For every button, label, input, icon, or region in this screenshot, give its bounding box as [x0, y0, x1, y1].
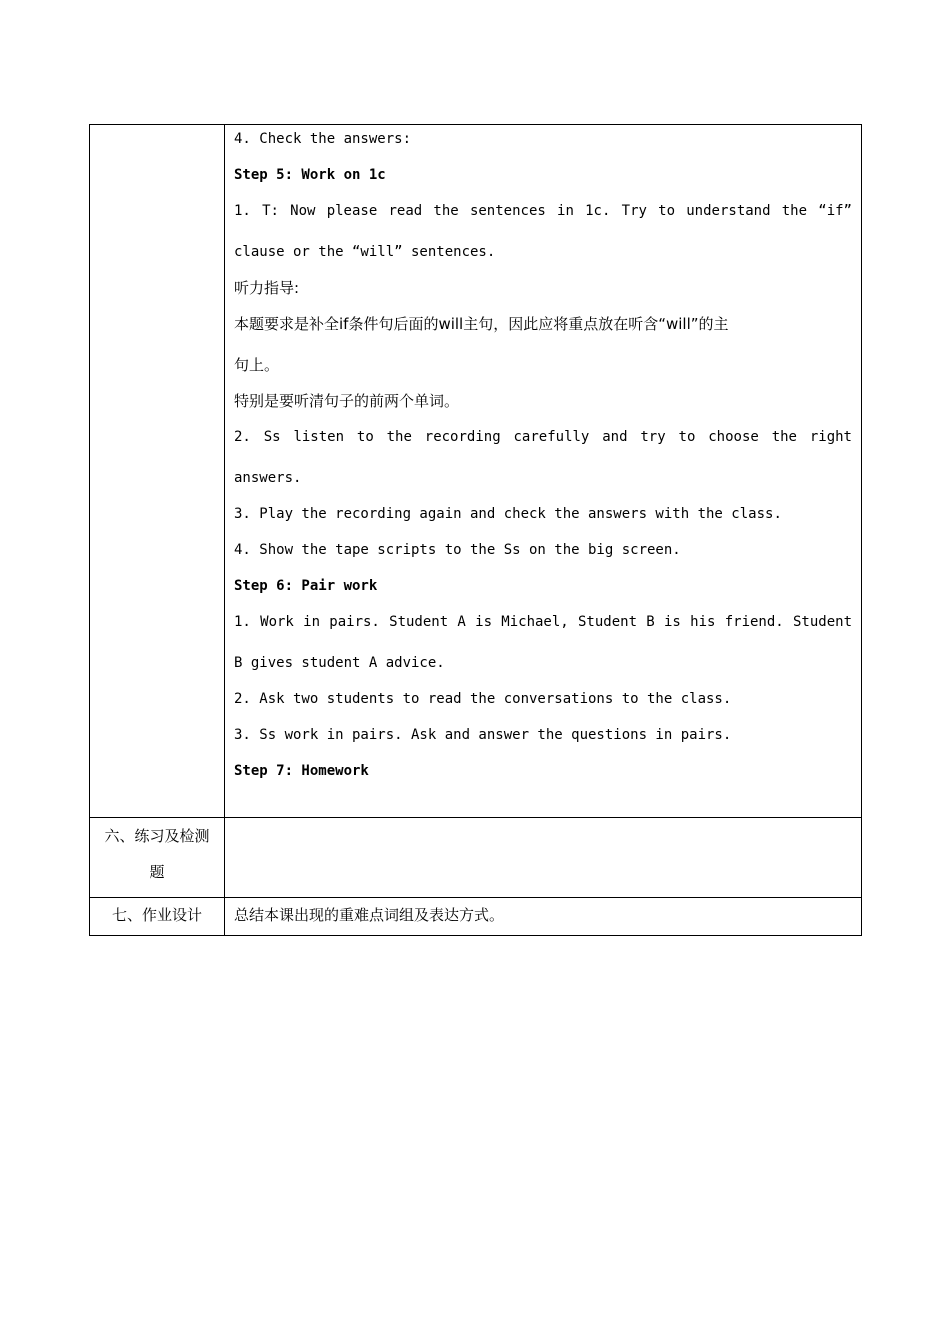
exercise-label-line1: 六、练习及检测 [104, 827, 210, 845]
listening-guide-heading: 听力指导: [234, 279, 300, 297]
pair-work-line1: 1. Work in pairs. Student A is Michael, Student B is his friend. Student [234, 614, 852, 630]
exercise-label-cell [90, 818, 225, 898]
exercise-row [90, 818, 862, 898]
play-recording-line: 3. Play the recording again and check the answers with the class. [234, 506, 782, 522]
pair-work-line2: B gives student A advice. [234, 655, 445, 671]
step5-heading: Step 5: Work on 1c [234, 167, 386, 183]
lesson-plan-table [89, 124, 862, 936]
procedure-label-cell [90, 125, 225, 818]
exercise-content-cell [225, 818, 862, 898]
content-spacer [234, 793, 852, 817]
homework-label-cell [90, 898, 225, 936]
homework-content-cell [225, 898, 862, 936]
step5-instruction-line1: 1. T: Now please read the sentences in 1c. Try to understand the “if” [234, 203, 852, 219]
show-scripts-line: 4. Show the tape scripts to the Ss on the big screen. [234, 542, 681, 558]
procedure-row [90, 125, 862, 818]
homework-row [90, 898, 862, 936]
read-conversations-line: 2. Ask two students to read the conversations to the class. [234, 691, 732, 707]
homework-label: 七、作业设计 [111, 906, 202, 924]
check-answers-line: 4. Check the answers: [234, 131, 412, 147]
listen-recording-line1: 2. Ss listen to the recording carefully and try to choose the right [234, 429, 852, 445]
listening-note-line3: 特别是要听清句子的前两个单词。 [234, 392, 460, 410]
listening-note-line2: 句上。 [234, 356, 280, 374]
exercise-label-line2: 题 [149, 863, 165, 881]
listen-recording-line2: answers. [234, 470, 302, 486]
listening-note-line1: 本题要求是补全if条件句后面的will主句，因此应将重点放在听含“will”的主 [234, 315, 729, 333]
procedure-content-cell [225, 125, 862, 818]
step7-heading: Step 7: Homework [234, 763, 369, 779]
ask-answer-line: 3. Ss work in pairs. Ask and answer the questions in pairs. [234, 727, 732, 743]
step5-instruction-line2: clause or the “will” sentences. [234, 244, 496, 260]
step6-heading: Step 6: Pair work [234, 578, 378, 594]
homework-content: 总结本课出现的重难点词组及表达方式。 [234, 906, 505, 924]
